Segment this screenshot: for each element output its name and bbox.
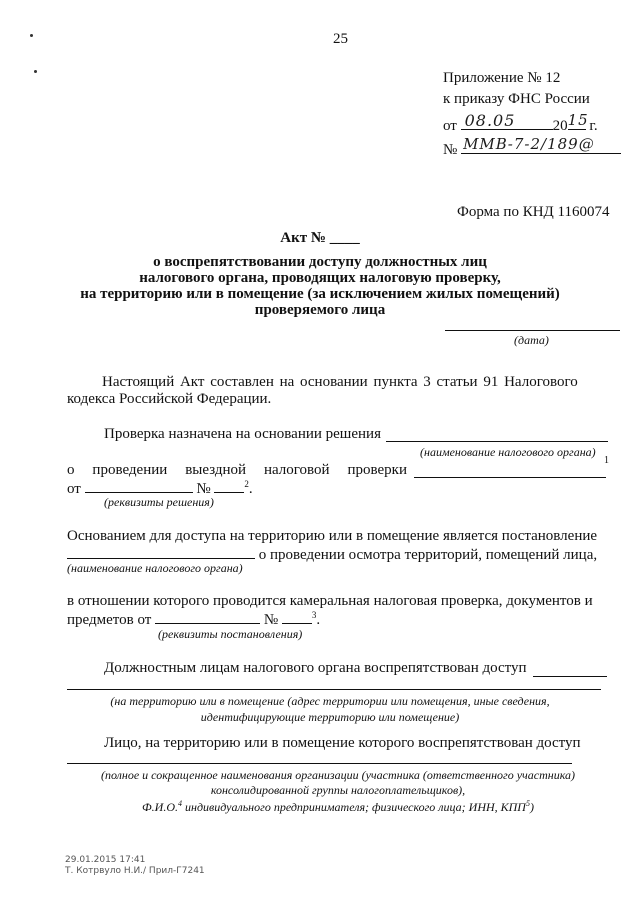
decision-date-field	[85, 478, 193, 493]
date-field	[461, 111, 553, 130]
obstructed-field-line-1	[533, 676, 607, 677]
obstructed-access-text: Должностным лицам налогового органа воспрепятствован доступ	[104, 660, 527, 676]
scan-mark	[30, 34, 33, 37]
person-caption-3	[0, 799, 640, 815]
access-text: о проведении осмотра территорий, помещений лица,	[258, 547, 598, 563]
number-field	[461, 135, 621, 154]
date-caption: (дата)	[514, 333, 549, 347]
basis-paragraph-line1: Настоящий Акт составлен на основании пункта 3 статьи 91 Налогового	[102, 374, 578, 390]
act-title: Акт № ____	[280, 230, 360, 246]
desk-audit-line2: предметов от № $^3$.	[67, 610, 321, 628]
word: проверки	[347, 462, 407, 478]
appendix-title: Приложение № 12	[443, 70, 561, 86]
number-prefix: №	[443, 142, 458, 158]
year-field	[567, 111, 589, 130]
access-paragraph-line1: Основанием для доступа на территорию или в помещение является постановление	[67, 528, 598, 544]
footer-stamp-line2: Т. Котрвуло Н.И./ Прил-Г7241	[65, 866, 205, 876]
obstructed-caption-2: идентифицирующие территорию или помещение)	[200, 710, 460, 724]
appendix-date-line	[443, 111, 598, 135]
page-number: 25	[333, 31, 348, 47]
form-code: Форма по КНД 1160074	[457, 204, 610, 220]
resolution-number-field	[282, 609, 312, 624]
person-caption-1: (полное и сокращенное наименования организации (участника (ответственного участника)	[100, 768, 576, 782]
appendix-number-line	[443, 135, 621, 159]
year-suffix: г.	[589, 118, 598, 134]
person-field-line	[67, 763, 572, 764]
fio-label: Ф.И.О.	[142, 800, 179, 814]
number-sign: №	[196, 481, 211, 497]
obstructed-field-line-2	[67, 689, 601, 690]
person-text: Лицо, на территорию или в помещение которого воспрепятствован доступ	[104, 735, 581, 751]
scan-mark	[34, 70, 37, 73]
resolution-caption: (реквизиты постановления)	[158, 627, 303, 641]
decision-number-field	[214, 478, 244, 493]
tax-authority-caption-2: (наименование налогового органа)	[67, 561, 243, 575]
date-line	[445, 330, 620, 331]
check-basis-text: Проверка назначена на основании решения	[104, 426, 381, 442]
person-caption-2: консолидированной группы налогоплательщиков),	[210, 783, 466, 797]
tax-authority-caption-1: (наименование налогового органа)	[420, 445, 596, 459]
footnote-1: 1	[604, 455, 609, 466]
obstructed-caption-1: (на территорию или в помещение (адрес территории или помещения, иные сведения,	[110, 694, 550, 708]
items-from-label: предметов от	[67, 612, 152, 628]
desk-audit-line1: в отношении которого проводится камеральная налоговая проверка, документов и	[67, 593, 593, 609]
act-subtitle-4: проверяемого лица	[254, 302, 386, 318]
entrepreneur-label: индивидуального предпринимателя; физического лица; ИНН, КПП	[182, 800, 526, 814]
footnote-2: 2	[244, 479, 249, 489]
decision-field-line	[386, 441, 608, 442]
footnote-3: 3	[311, 610, 317, 620]
appendix-order: к приказу ФНС России	[443, 91, 590, 107]
act-subtitle-2: налогового органа, проводящих налоговую проверку,	[139, 270, 501, 286]
decision-details-line: от № $^2$.	[67, 479, 253, 497]
date-prefix: от	[443, 118, 457, 134]
close-paren: )	[529, 800, 534, 814]
footer-stamp-line1: 29.01.2015 17:41	[65, 855, 146, 865]
word: о	[67, 462, 75, 478]
handwritten-year: 15	[567, 111, 589, 129]
word: налоговой	[263, 462, 330, 478]
footnote-4: 4	[178, 799, 183, 808]
handwritten-number: ММВ-7-2/189@	[463, 135, 595, 153]
act-subtitle-1: о воспрепятствовании доступу должностных лиц	[153, 254, 487, 270]
handwritten-date: 08.05	[464, 111, 516, 130]
resolution-date-field	[155, 609, 260, 624]
year-prefix: 20	[552, 118, 568, 134]
resolution-authority-field	[67, 544, 255, 559]
footnote-5: 5	[525, 799, 530, 808]
decision-caption: (реквизиты решения)	[104, 495, 214, 509]
field-audit-line-blank	[414, 477, 606, 478]
act-subtitle-3: на территорию или в помещение (за исключением жилых помещений)	[80, 286, 560, 302]
word: проведении	[92, 462, 168, 478]
basis-paragraph-line2: кодекса Российской Федерации.	[67, 391, 272, 407]
number-sign: №	[263, 612, 279, 628]
word: выездной	[185, 462, 247, 478]
from-label: от	[67, 481, 81, 497]
field-audit-line	[67, 462, 407, 479]
